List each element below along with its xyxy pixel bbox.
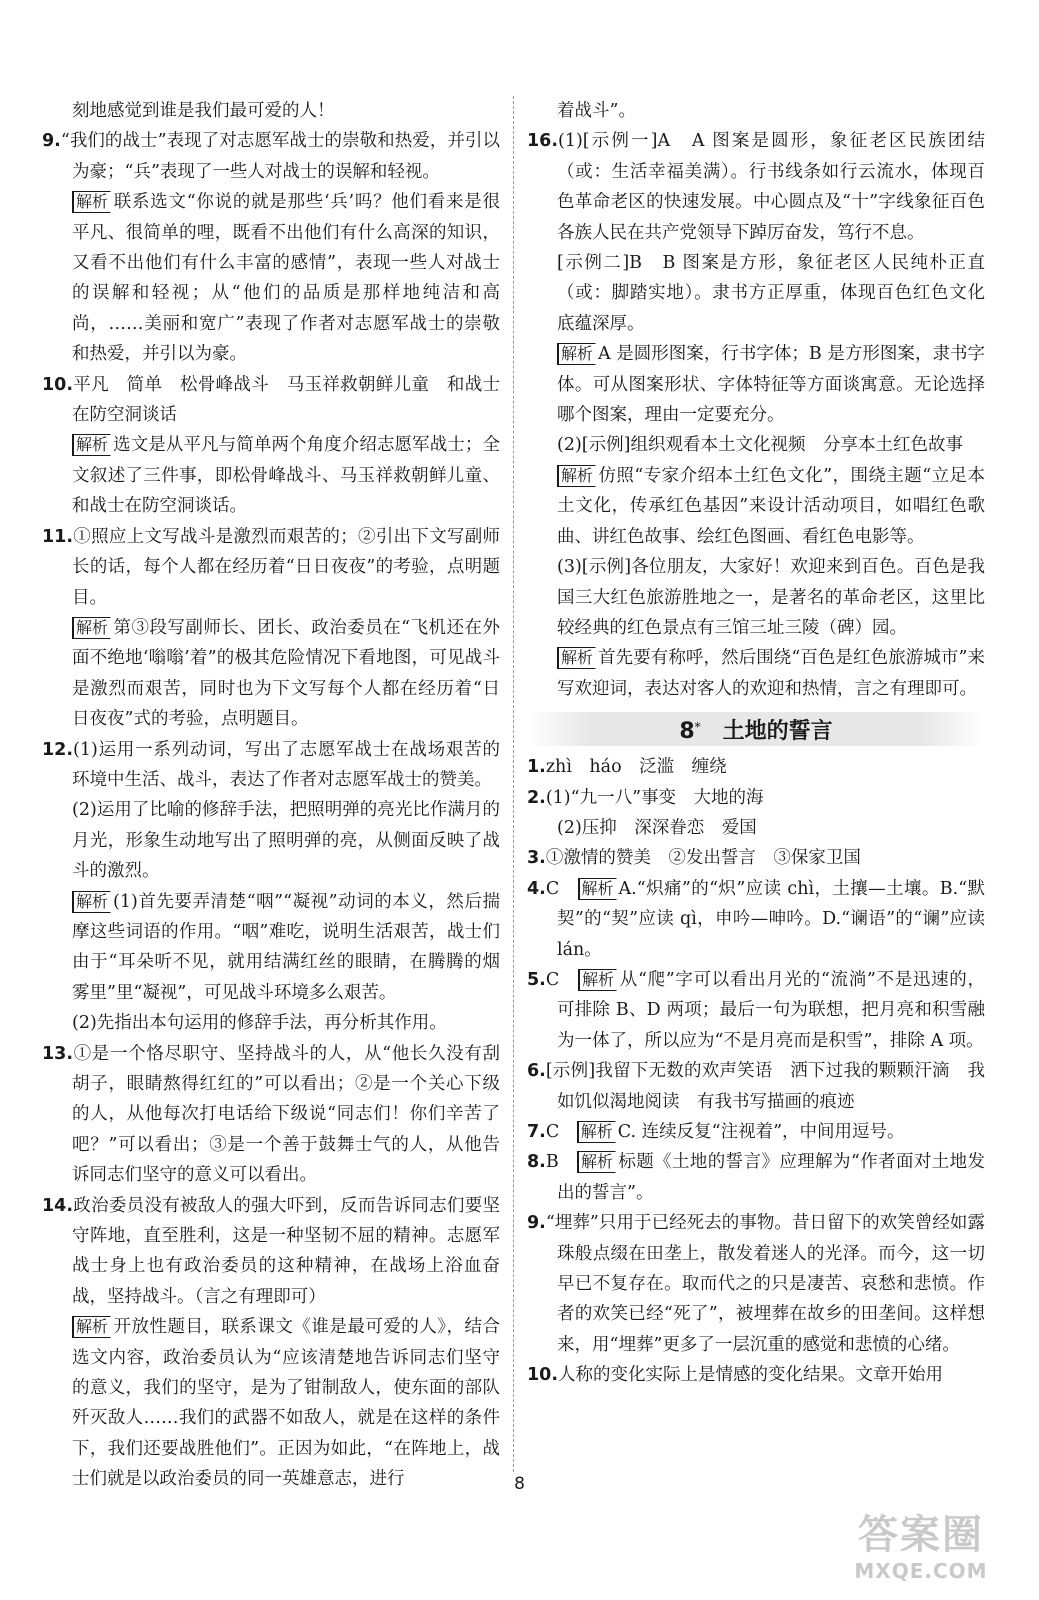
answer-text: 人称的变化实际上是情感的变化结果。文章开始用 [558,1365,944,1386]
column-divider [513,96,514,1472]
section-answer-9 [527,1208,985,1360]
choice: B [545,1152,559,1173]
question-16 [527,126,985,248]
right-column [527,96,985,1391]
question-number: 1. [527,757,546,778]
analysis-text: A.“炽痛”的“炽”应读 chì，土攘—土壤。B.“默契”的“契”应读 qì，申吟—呻吟。D.“谰语”的“谰”应读 lán。 [557,878,986,960]
analysis-text: 首先要有称呼，然后围绕“百色是红色旅游城市”来写欢迎词，表达对客人的欢迎和热情，言之有理即可。 [557,648,985,699]
question-number: 10. [42,374,74,395]
example-2: [示例二]B B 图案是方形，象征老区人民纯朴正直（或：脚踏实地）。隶书方正厚重，体现百色红色文化底蕴深厚。 [557,253,985,334]
question-number: 9. [527,1213,546,1234]
question-number: 9. [42,131,61,152]
analysis-text: (1)首先要弄清楚“咽”“凝视”动词的本义，然后揣摩这些词语的作用。“咽”难吃，说明生活艰苦，战士们由于“耳朵听不见，就用结满红丝的眼睛，在腾腾的烟雾里”里“凝视”，可见战斗环境多么艰苦。 [72,891,500,1003]
section-title-text: 土地的誓言 [722,718,833,744]
answer-text: [示例]我留下无数的欢声笑语 洒下过我的颗颗汗滴 我如饥似渴地阅读 有我书写描画的痕迹 [545,1061,985,1112]
answer-16-2: (2)[示例]组织观看本土文化视频 分享本土红色故事 [557,435,963,456]
analysis-tag: 解析 [578,969,617,991]
question-11 [42,522,500,613]
answer-part-1: (1)运用一系列动词，写出了志愿军战士在战场艰苦的环境中生活、战斗，表达了作者对志愿军战士的赞美。 [72,739,500,790]
analysis-9 [42,187,500,369]
question-number: 10. [527,1365,559,1386]
answer-text: ①照应上文写战斗是激烈而艰苦的；②引出下文写副师长的话，每个人都在经历着“日日夜夜”的考验，点明题目。 [72,526,500,608]
continued-text: 着战斗”。 [557,101,636,121]
analysis-16-1 [527,339,985,430]
analysis-16-3 [527,643,985,704]
question-number: 3. [527,848,546,869]
analysis-tag: 解析 [72,191,111,213]
analysis-tag: 解析 [72,617,111,639]
analysis-text: A 是圆形图案，行书字体；B 是方形图案，隶书字体。可从图案形状、字体特征等方面谈寓意。无论选择哪个图案，理由一定要充分。 [557,344,985,426]
optional-mark: * [694,720,701,735]
analysis-tag: 解析 [557,465,596,487]
analysis-text: 开放性题目，联系课文《谁是最可爱的人》，结合选文内容，政治委员认为“应该清楚地告诉同志们坚守的意义，我们的坚守，是为了钳制敌人，使东面的部队歼灭敌人……我们的武器不如敌人，就是在这样的条件下，我们还要战胜他们”。正因为如此，“在阵地上，战士们就是以政治委员的同一英雄意志，进行 [72,1317,500,1490]
answer-text: “我们的战士”表现了对志愿军战士的崇敬和热爱，并引以为豪；“兵”表现了一些人对战士的误解和轻视。 [60,131,500,182]
analysis-12 [42,887,500,1009]
question-number: 6. [527,1061,546,1082]
section-answer-8 [527,1147,985,1208]
section-number: 8 [679,718,695,744]
answer-text: 平凡 简单 松骨峰战斗 马玉祥救朝鲜儿童 和战士在防空洞谈话 [72,374,500,426]
analysis-text: C. 连续反复“注视着”，中间用逗号。 [617,1122,905,1142]
question-number: 4. [527,878,546,899]
analysis-text: 从“爬”字可以看出月光的“流淌”不是迅速的，可排除 B、D 两项；最后一句为联想，把月亮和积雪融为一体了，所以应为“不是月亮而是积雪”，排除 A 项。 [557,969,985,1051]
analysis-12-part-2: (2)先指出本句运用的修辞手法，再分析其作用。 [72,1013,447,1034]
answer-text: zhì háo 泛滥 缠绕 [545,757,727,778]
analysis-text: 联系选文“你说的就是那些‘兵’吗？他们看来是很平凡、很简单的哩，既看不出他们有什么高深的知识，又看不出他们有什么丰富的感情”，表现一些人对战士的误解和轻视；从“他们的品质是那样地纯洁和高尚，……美丽和宽广”表现了作者对志愿军战士的崇敬和热爱，并引以为豪。 [72,192,500,365]
example-1: (1)[示例一]A A 图案是圆形，象征老区民族团结（或：生活幸福美满）。行书线条如行云流水，体现百色革命老区的快速发展。中心圆点及“十”字线象征百色各族人民在共产党领导下踔厉奋发，笃行不息。 [557,131,985,243]
answer-16-3: (3)[示例]各位朋友，大家好！欢迎来到百色。百色是我国三大红色旅游胜地之一，是著名的革命老区，这里比较经典的红色景点有三馆三址三陵（碑）园。 [557,557,985,638]
analysis-text: 标题《土地的誓言》应理解为“作者面对土地发出的誓言”。 [557,1152,986,1203]
question-number: 7. [527,1122,546,1142]
section-answer-1 [527,752,985,782]
question-number: 11. [42,526,74,547]
answer-text: “埋葬”只用于已经死去的事物。昔日留下的欢笑曾经如露珠般点缀在田垄上，散发着迷人的光泽。而今，这一切早已不复存在。取而代之的只是凄苦、哀愁和悲愤。作者的欢笑已经“死了”，被埋葬在故乡的田垄间。这样想来，用“埋葬”更多了一层沉重的感觉和悲愤的心绪。 [545,1213,985,1355]
section-answer-2 [527,783,985,813]
answer-text: 政治委员没有被敌人的强大吓到，反而告诉同志们要坚守阵地，直至胜利，这是一种坚韧不屈的精神。志愿军战士身上也有政治委员的这种精神，在战场上浴血奋战，坚持战斗。（言之有理即可） [72,1195,500,1307]
analysis-tag: 解析 [578,878,617,900]
analysis-text: 选文是从平凡与简单两个角度介绍志愿军战士；全文叙述了三件事，即松骨峰战斗、马玉祥救朝鲜儿童、和战士在防空洞谈话。 [72,435,500,517]
question-number: 16. [527,131,559,152]
watermark-logo [821,1512,1021,1590]
analysis-14 [42,1312,500,1494]
left-column [42,96,500,1495]
question-number: 12. [42,739,74,760]
question-number: 5. [527,969,546,990]
question-number: 2. [527,787,546,808]
section-answer-5 [527,965,985,1056]
analysis-text: 第③段写副师长、团长、政治委员在“飞机还在外面不绝地‘嗡嗡’着”的极其危险情况下看地图，可见战斗是激烈而艰苦，同时也为下文写每个人都在经历着“日日夜夜”式的考验，点明题目。 [72,617,500,730]
analysis-tag: 解析 [557,343,596,365]
watermark-logo-text: 答案圈 [858,1512,984,1558]
answer-line-2: (2)压抑 深深眷恋 爱国 [557,817,757,838]
answer-part-2: (2)运用了比喻的修辞手法，把照明弹的亮光比作满月的月光，形象生动地写出了照明弹的亮，从侧面反映了战斗的激烈。 [72,800,500,882]
question-13 [42,1039,500,1191]
choice: C [545,1122,560,1142]
section-answer-7 [527,1117,985,1147]
question-number: 8. [527,1152,546,1173]
question-12 [42,735,500,796]
analysis-tag: 解析 [72,434,111,456]
page-number: 8 [514,1474,525,1494]
question-10 [42,370,500,431]
question-number: 14. [42,1195,74,1216]
analysis-10 [42,430,500,521]
analysis-tag: 解析 [577,1151,616,1173]
question-number: 13. [42,1043,74,1064]
section-answer-3 [527,843,985,873]
analysis-tag: 解析 [577,1121,616,1143]
analysis-tag: 解析 [557,647,596,669]
section-answer-4 [527,874,985,965]
answer-text: ①是一个恪尽职守、坚持战斗的人，从“他长久没有刮胡子，眼睛熬得红红的”可以看出；②是一个关心下级的人，从他每次打电话给下级说“同志们！你们辛苦了吧？”可以看出；③是一个善于鼓舞士气的人，从他告诉同志们坚守的意义可以看出。 [72,1043,500,1186]
analysis-11 [42,613,500,735]
choice: C [545,969,560,990]
section-heading [527,712,985,746]
question-9 [42,126,500,187]
answer-text: ①激情的赞美 ②发出誓言 ③保家卫国 [545,848,861,869]
section-answer-6 [527,1056,985,1117]
analysis-tag: 解析 [72,891,111,913]
answer-line-1: (1)“九一八”事变 大地的海 [545,787,764,808]
analysis-tag: 解析 [72,1316,111,1338]
analysis-text: 仿照“专家介绍本土红色文化”，围绕主题“立足本土文化，传承红色基因”来设计活动项目，如唱红色歌曲、讲红色故事、绘红色图画、看红色电影等。 [557,465,985,547]
choice: C [545,878,560,899]
section-answer-10 [527,1360,985,1390]
question-14 [42,1191,500,1313]
watermark-url: MXQE.COM [854,1559,988,1583]
continued-text: 刻地感觉到谁是我们最可爱的人！ [72,101,335,121]
analysis-16-2 [527,461,985,552]
